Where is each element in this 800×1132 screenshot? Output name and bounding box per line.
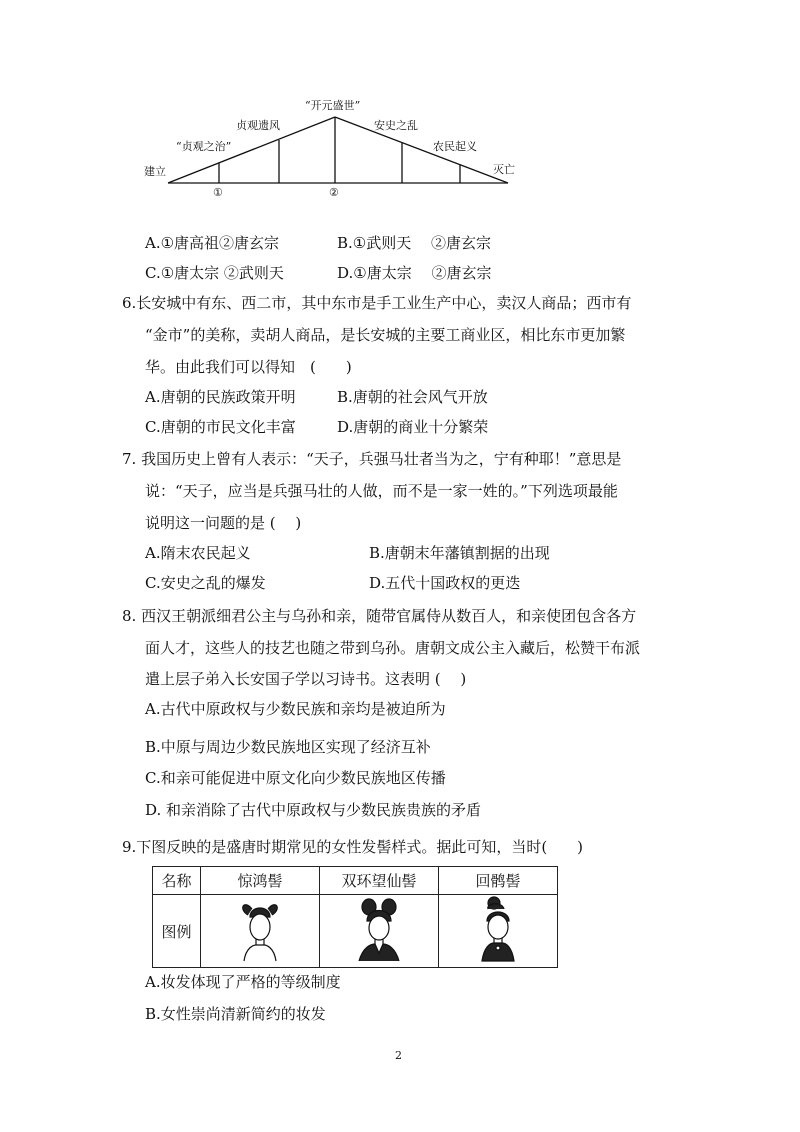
q6-stem-line-2: “金市”的美称，卖胡人商品，是长安城的主要工商业区，相比东市更加繁 bbox=[145, 326, 626, 344]
table-header-figure: 图例 bbox=[153, 895, 201, 968]
q8-option-d: D. 和亲消除了古代中原政权与少数民族贵族的矛盾 bbox=[145, 801, 482, 819]
q7-option-c: C.安史之乱的爆发 bbox=[145, 574, 266, 592]
figure-shuanghuan bbox=[320, 895, 439, 968]
falling-slope bbox=[335, 117, 508, 183]
figure-jinghong bbox=[201, 895, 320, 968]
q8-option-a: A.古代中原政权与少数民族和亲均是被迫所为 bbox=[145, 700, 446, 718]
q6-stem-line-1: 6.长安城中有东、西二市，其中东市是手工业生产中心，卖汉人商品；西市有 bbox=[122, 294, 632, 312]
q8-stem-line-3: 遣上层子弟入长安国子学以习诗书。这表明 ( ) bbox=[145, 670, 467, 688]
style-name-shuanghuan: 双环望仙髻 bbox=[320, 867, 439, 895]
marker-1: ① bbox=[213, 186, 223, 199]
q7-option-a: A.隋末农民起义 bbox=[145, 544, 251, 562]
jinghong-hairstyle-illustration bbox=[230, 895, 290, 963]
q5-option-d: D.①唐太宗 ②唐玄宗 bbox=[337, 264, 492, 282]
label-nongmin: 农民起义 bbox=[433, 140, 477, 153]
q7-option-d: D.五代十国政权的更迭 bbox=[369, 574, 521, 592]
q8-stem-line-2: 面人才，这些人的技艺也随之带到乌孙。唐朝文成公主入藏后，松赞干布派 bbox=[145, 639, 641, 657]
q7-stem-line-3: 说明这一问题的是 ( ) bbox=[145, 514, 302, 532]
q7-option-b: B.唐朝末年藩镇割据的出现 bbox=[369, 544, 550, 562]
marker-2: ② bbox=[329, 186, 339, 199]
label-zhenguan-zhi: “贞观之治” bbox=[176, 140, 232, 153]
style-name-huigu: 回鹘髻 bbox=[439, 867, 558, 895]
label-miewang: 灭亡 bbox=[493, 163, 515, 176]
q8-option-b: B.中原与周边少数民族地区实现了经济互补 bbox=[145, 738, 431, 756]
label-zhenguan-feng: 贞观遗风 bbox=[236, 119, 280, 132]
figure-huigu bbox=[439, 895, 558, 968]
shuanghuan-hairstyle-illustration bbox=[349, 895, 409, 963]
style-name-jinghong: 惊鸿髻 bbox=[201, 867, 320, 895]
q6-stem-line-3: 华。由此我们可以得知 ( ) bbox=[145, 358, 352, 376]
label-anshi: 安史之乱 bbox=[374, 119, 418, 132]
q8-option-c: C.和亲可能促进中原文化向少数民族地区传播 bbox=[145, 769, 446, 787]
q5-option-b: B.①武则天 ②唐玄宗 bbox=[337, 234, 492, 252]
q8-stem-line-1: 8. 西汉王朝派细君公主与乌孙和亲，随带官属侍从数百人，和亲使团包含各方 bbox=[122, 607, 637, 625]
q6-option-d: D.唐朝的商业十分繁荣 bbox=[337, 418, 489, 436]
q6-option-c: C.唐朝的市民文化丰富 bbox=[145, 418, 296, 436]
q7-stem-line-1: 7. 我国历史上曾有人表示：“天子，兵强马壮者当为之，宁有种耶！”意思是 bbox=[122, 450, 622, 468]
q7-stem-line-2: 说：“天子，应当是兵强马壮的人做，而不是一家一姓的。”下列选项最能 bbox=[145, 482, 618, 500]
q6-option-a: A.唐朝的民族政策开明 bbox=[145, 388, 296, 406]
huigu-hairstyle-illustration bbox=[468, 895, 528, 963]
label-kaiyuan: “开元盛世” bbox=[305, 99, 361, 112]
q6-option-b: B.唐朝的社会风气开放 bbox=[337, 388, 488, 406]
label-jianli: 建立 bbox=[144, 165, 166, 178]
table-header-name: 名称 bbox=[153, 867, 201, 895]
hairstyle-table bbox=[152, 866, 558, 968]
q9-option-b: B.女性崇尚清新简约的妆发 bbox=[145, 1005, 326, 1023]
q9-option-a: A.妆发体现了严格的等级制度 bbox=[145, 973, 341, 991]
page-number: 2 bbox=[395, 1049, 402, 1062]
q5-option-a: A.①唐高祖②唐玄宗 bbox=[145, 234, 280, 252]
tang-timeline-diagram bbox=[0, 0, 800, 210]
q9-stem: 9.下图反映的是盛唐时期常见的女性发髻样式。据此可知，当时( ) bbox=[122, 838, 584, 856]
q5-option-c: C.①唐太宗 ②武则天 bbox=[145, 264, 284, 282]
